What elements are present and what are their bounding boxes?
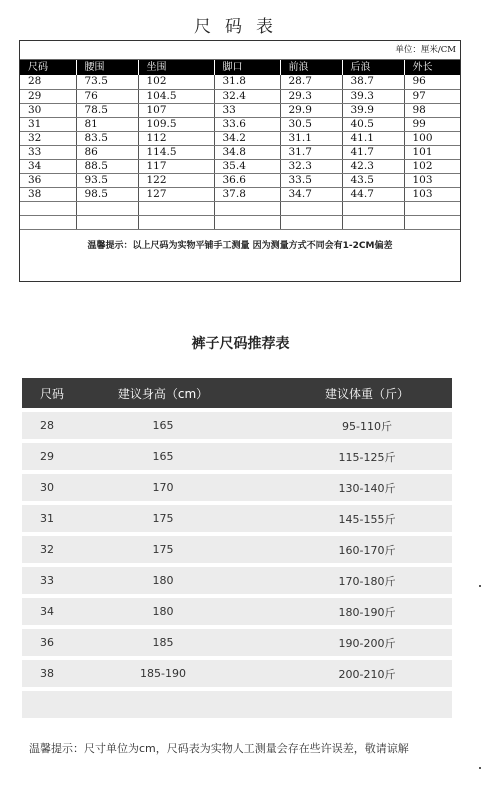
size-value: 34 xyxy=(40,605,54,618)
empty-row xyxy=(20,215,460,229)
table-row xyxy=(20,103,460,117)
size-header-cell: 后浪 xyxy=(342,60,404,75)
recommend-header xyxy=(22,378,452,408)
list-item xyxy=(22,536,452,563)
table-cell: 97 xyxy=(404,89,460,103)
table-cell: 83.5 xyxy=(76,131,138,145)
weight-value: 130-140斤 xyxy=(338,481,396,495)
table-cell: 33 xyxy=(214,103,280,117)
table-cell: 43.5 xyxy=(342,173,404,187)
table-cell: 103 xyxy=(404,187,460,201)
table-cell: 32.3 xyxy=(280,159,342,173)
list-item xyxy=(22,629,452,656)
table-row xyxy=(20,187,460,201)
size-header-cell: 坐围 xyxy=(138,60,214,75)
table-cell: 104.5 xyxy=(138,89,214,103)
table-cell: 44.7 xyxy=(342,187,404,201)
recommend-title: 裤子尺码推荐表 xyxy=(191,336,290,352)
empty-cell xyxy=(342,201,404,215)
unit-label: 单位：厘米/CM xyxy=(20,41,460,60)
table-cell: 76 xyxy=(76,89,138,103)
height-value: 175 xyxy=(152,543,174,556)
table-cell: 96 xyxy=(404,75,460,89)
weight-value: 115-125斤 xyxy=(338,450,396,464)
size-value: 28 xyxy=(40,419,54,432)
header-size: 尺码 xyxy=(40,386,65,401)
table-cell: 107 xyxy=(138,103,214,117)
table-row xyxy=(20,173,460,187)
size-chart-title: 尺码表 xyxy=(194,17,287,37)
size-table-body xyxy=(20,75,460,229)
table-cell: 29.9 xyxy=(280,103,342,117)
weight-value: 160-170斤 xyxy=(338,543,396,557)
list-item xyxy=(22,474,452,501)
table-cell: 34.2 xyxy=(214,131,280,145)
table-cell: 31.8 xyxy=(214,75,280,89)
empty-cell xyxy=(214,215,280,229)
size-value: 36 xyxy=(40,636,54,649)
size-header-cell: 尺码 xyxy=(20,60,76,75)
empty-cell xyxy=(138,201,214,215)
table-cell: 33.5 xyxy=(280,173,342,187)
list-item xyxy=(22,412,452,439)
table-cell: 34.8 xyxy=(214,145,280,159)
weight-value: 190-200斤 xyxy=(338,636,396,650)
empty-cell xyxy=(214,201,280,215)
table-cell: 35.4 xyxy=(214,159,280,173)
height-value: 175 xyxy=(152,512,174,525)
size-value: 30 xyxy=(40,481,54,494)
height-value: 165 xyxy=(152,450,174,463)
size-header-cell: 腰围 xyxy=(76,60,138,75)
size-value: 38 xyxy=(40,667,54,680)
recommend-body xyxy=(22,412,452,687)
table-cell: 36 xyxy=(20,173,76,187)
empty-cell xyxy=(342,215,404,229)
empty-cell xyxy=(404,215,460,229)
table-cell: 122 xyxy=(138,173,214,187)
table-cell: 33 xyxy=(20,145,76,159)
size-chart-note: 温馨提示：以上尺码为实物平铺手工测量 因为测量方式不同会有1-2CM偏差 xyxy=(87,241,393,251)
list-item xyxy=(22,567,452,594)
weight-value: 180-190斤 xyxy=(338,605,396,619)
table-row xyxy=(20,89,460,103)
table-cell: 86 xyxy=(76,145,138,159)
list-item xyxy=(22,598,452,625)
table-cell: 114.5 xyxy=(138,145,214,159)
table-cell: 30.5 xyxy=(280,117,342,131)
table-cell: 33.6 xyxy=(214,117,280,131)
size-chart-sheet xyxy=(19,40,461,282)
table-cell: 81 xyxy=(76,117,138,131)
table-cell: 38 xyxy=(20,187,76,201)
empty-cell xyxy=(76,201,138,215)
table-cell: 32 xyxy=(20,131,76,145)
size-value: 32 xyxy=(40,543,54,556)
table-cell: 99 xyxy=(404,117,460,131)
table-cell: 117 xyxy=(138,159,214,173)
size-value: 29 xyxy=(40,450,54,463)
weight-value: 145-155斤 xyxy=(338,512,396,526)
table-cell: 103 xyxy=(404,173,460,187)
table-cell: 28 xyxy=(20,75,76,89)
empty-cell xyxy=(138,215,214,229)
empty-row xyxy=(20,201,460,215)
height-value: 185 xyxy=(152,636,174,649)
table-cell: 101 xyxy=(404,145,460,159)
table-cell: 36.6 xyxy=(214,173,280,187)
size-header-cell: 外长 xyxy=(404,60,460,75)
size-value: 33 xyxy=(40,574,54,587)
table-cell: 34 xyxy=(20,159,76,173)
header-weight: 建议体重（斤） xyxy=(324,386,409,401)
header-height: 建议身高（cm） xyxy=(117,386,209,401)
table-cell: 34.7 xyxy=(280,187,342,201)
table-cell: 38.7 xyxy=(342,75,404,89)
table-cell: 112 xyxy=(138,131,214,145)
height-value: 185-190 xyxy=(140,667,186,680)
table-cell: 37.8 xyxy=(214,187,280,201)
table-cell: 40.5 xyxy=(342,117,404,131)
recommend-table xyxy=(22,378,452,718)
table-cell: 31.1 xyxy=(280,131,342,145)
table-cell: 41.1 xyxy=(342,131,404,145)
size-table xyxy=(20,60,460,230)
size-header-cell: 脚口 xyxy=(214,60,280,75)
table-cell: 78.5 xyxy=(76,103,138,117)
table-cell: 88.5 xyxy=(76,159,138,173)
table-cell: 127 xyxy=(138,187,214,201)
table-cell: 31.7 xyxy=(280,145,342,159)
table-row xyxy=(20,117,460,131)
empty-cell xyxy=(280,215,342,229)
table-cell: 29 xyxy=(20,89,76,103)
empty-cell xyxy=(280,201,342,215)
table-row xyxy=(20,75,460,89)
list-item xyxy=(22,505,452,532)
weight-value: 170-180斤 xyxy=(338,574,396,588)
table-cell: 73.5 xyxy=(76,75,138,89)
table-cell: 100 xyxy=(404,131,460,145)
size-table-header xyxy=(20,60,460,75)
table-cell: 30 xyxy=(20,103,76,117)
table-cell: 42.3 xyxy=(342,159,404,173)
empty-cell xyxy=(20,215,76,229)
table-cell: 102 xyxy=(404,159,460,173)
empty-cell xyxy=(404,201,460,215)
table-cell: 102 xyxy=(138,75,214,89)
table-row xyxy=(20,131,460,145)
height-value: 165 xyxy=(152,419,174,432)
table-cell: 28.7 xyxy=(280,75,342,89)
table-cell: 32.4 xyxy=(214,89,280,103)
table-cell: 41.7 xyxy=(342,145,404,159)
table-cell: 93.5 xyxy=(76,173,138,187)
table-cell: 31 xyxy=(20,117,76,131)
height-value: 180 xyxy=(152,574,174,587)
height-value: 170 xyxy=(152,481,174,494)
size-value: 31 xyxy=(40,512,54,525)
weight-value: 95-110斤 xyxy=(342,419,392,433)
empty-cell xyxy=(20,201,76,215)
weight-value: 200-210斤 xyxy=(338,667,396,681)
recommend-empty-row xyxy=(22,691,452,718)
list-item xyxy=(22,443,452,470)
table-row xyxy=(20,159,460,173)
table-cell: 98 xyxy=(404,103,460,117)
empty-cell xyxy=(76,215,138,229)
table-cell: 98.5 xyxy=(76,187,138,201)
list-item xyxy=(22,660,452,687)
height-value: 180 xyxy=(152,605,174,618)
size-header-cell: 前浪 xyxy=(280,60,342,75)
table-cell: 39.3 xyxy=(342,89,404,103)
table-cell: 39.9 xyxy=(342,103,404,117)
table-row xyxy=(20,145,460,159)
table-cell: 29.3 xyxy=(280,89,342,103)
recommend-note: 温馨提示：尺寸单位为cm，尺码表为实物人工测量会存在些许误差，敬请谅解 xyxy=(29,742,409,755)
table-cell: 109.5 xyxy=(138,117,214,131)
